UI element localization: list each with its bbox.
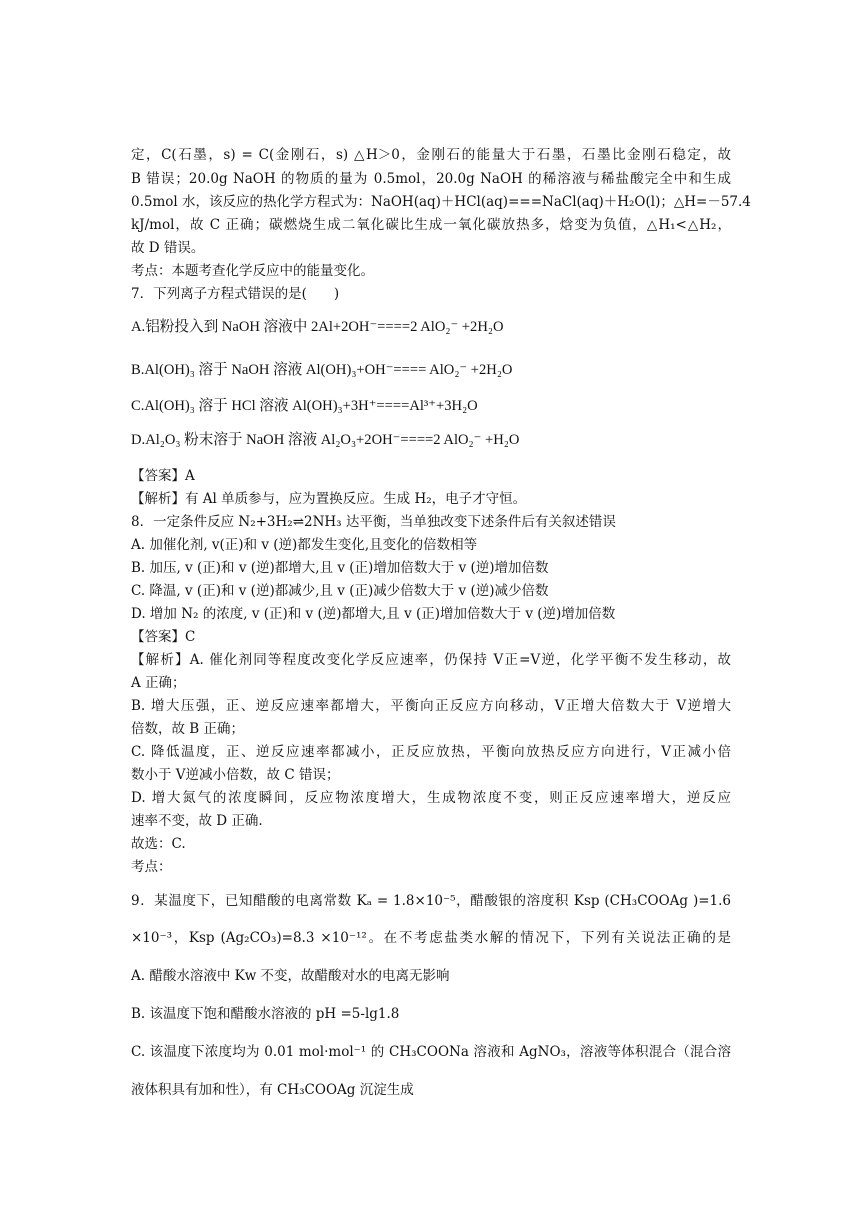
text-line: 考点：本题考查化学反应中的能量变化。 [131,263,374,279]
analysis-text: D. 增大氮气的浓度瞬间，反应物浓度增大，生成物浓度不变，则正反应速率增大，逆反应 [131,790,731,806]
question-9-stem: 9．某温度下，已知醋酸的电离常数 Kₐ = 1.8×10⁻⁵，醋酸银的溶度积 Ksp (CH₃COOAg )=1.6 [131,893,731,909]
option-c: C.Al(OH)₃ 溶于 HCl 溶液 Al(OH)₃+3H⁺====Al³⁺+3H₂O [131,398,478,414]
conclusion-text: 故选：C. [131,836,186,852]
analysis-text: 数小于 V逆减小倍数，故 C 错误； [131,767,340,783]
answer-label: 【答案】A [131,468,195,484]
option-a: A.铝粉投入到 NaOH 溶液中 2Al+2OH⁻====2 AlO₂⁻ +2H₂O [131,319,504,335]
analysis-text: 【解析】A. 催化剂同等程度改变化学反应速率，仍保持 V正=V逆，化学平衡不发生移动，故 [131,652,731,668]
analysis-text: A 正确； [131,675,186,691]
option-b: B. 该温度下饱和醋酸水溶液的 pH =5-lg1.8 [131,1006,400,1022]
analysis-text: C. 降低温度，正、逆反应速率都减小，正反应放热，平衡向放热反应方向进行，V正减小倍 [131,744,731,760]
question-9-stem: ×10⁻³，Ksp (Ag₂CO₃)=8.3 ×10⁻¹²。在不考虑盐类水解的情况下，下列有关说法正确的是 [131,930,731,946]
option-a: A. 加催化剂, v(正)和 v (逆)都发生变化,且变化的倍数相等 [131,537,478,553]
option-d: D.Al₂O₃ 粉末溶于 NaOH 溶液 Al₂O₃+2OH⁻====2 AlO₂⁻ +H₂O [131,432,520,448]
option-b: B.Al(OH)₃ 溶于 NaOH 溶液 Al(OH)₃+OH⁻==== AlO₂⁻ +2H₂O [131,362,513,378]
analysis-text: B. 增大压强，正、逆反应速率都增大，平衡向正反应方向移动，V正增大倍数大于 V逆增大 [131,698,731,714]
text-line: kJ/mol，故 C 正确；碳燃烧生成二氧化碳比生成一氧化碳放热多，焓变为负值，△H₁<△H₂， [131,217,731,233]
option-c: 液体积具有加和性），有 CH₃COOAg 沉淀生成 [131,1082,414,1098]
option-a: A. 醋酸水溶液中 Kw 不变，故醋酸对水的电离无影响 [131,968,450,984]
analysis-text: 倍数，故 B 正确； [131,721,245,737]
option-d: D. 增加 N₂ 的浓度, v (正)和 v (逆)都增大,且 v (正)增加倍数大于 v (逆)增加倍数 [131,606,616,622]
option-c: C. 该温度下浓度均为 0.01 mol·mol⁻¹ 的 CH₃COONa 溶液和 AgNO₃，溶液等体积混合（混合溶 [131,1044,731,1060]
answer-label: 【答案】C [131,629,196,645]
option-c: C. 降温, v (正)和 v (逆)都减少,且 v (正)减少倍数大于 v (逆)减少倍数 [131,583,549,599]
analysis-text: 【解析】有 Al 单质参与，应为置换反应。生成 H₂，电子才守恒。 [131,491,527,507]
text-line: 定，C(石墨，s) = C(金刚石，s) △H＞0，金刚石的能量大于石墨，石墨比金刚石稳定，故 [131,147,731,163]
text-line: 故 D 错误。 [131,240,205,256]
question-8-stem: 8．一定条件反应 N₂+3H₂⇌2NH₃ 达平衡，当单独改变下述条件后有关叙述错误 [131,514,616,530]
option-b: B. 加压, v (正)和 v (逆)都增大,且 v (正)增加倍数大于 v (逆)增加倍数 [131,560,549,576]
text-line: 0.5mol 水，该反应的热化学方程式为：NaOH(aq)＋HCl(aq)===NaCl(aq)＋H₂O(l)；△H=－57.4 [131,194,751,210]
analysis-text: 速率不变，故 D 正确. [131,813,263,829]
question-7-stem: 7．下列离子方程式错误的是( ) [131,286,340,302]
text-line: B 错误；20.0g NaOH 的物质的量为 0.5mol，20.0g NaOH 的稀溶液与稀盐酸完全中和生成 [131,171,731,187]
kaodian-label: 考点： [131,859,172,875]
